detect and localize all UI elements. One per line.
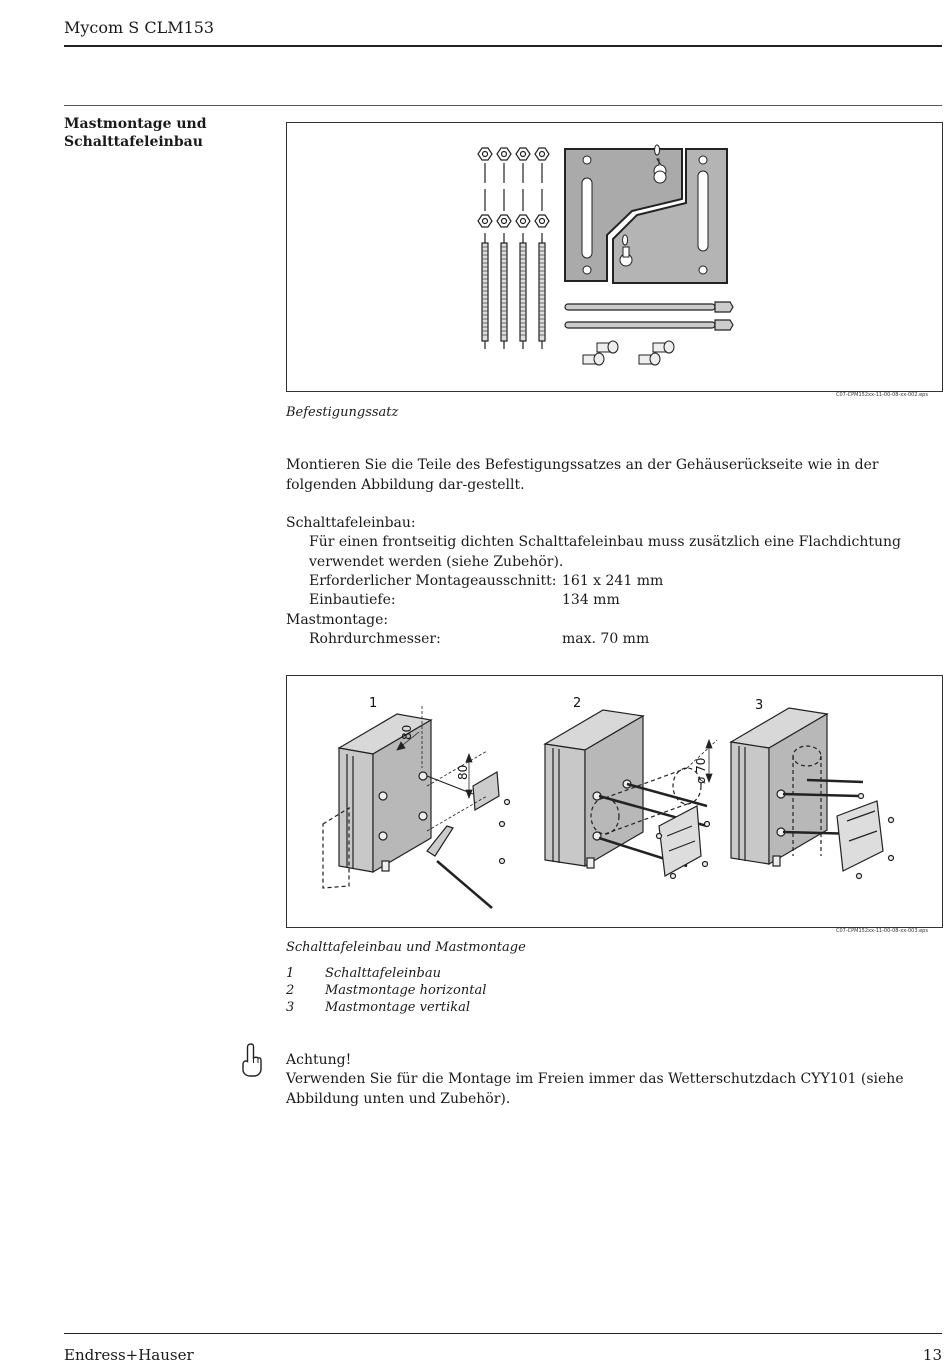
legend-row (286, 966, 586, 983)
housing-mast-horizontal (545, 710, 710, 879)
long-screws (565, 302, 733, 330)
panel-number-1: 1 (369, 696, 378, 711)
legend-label: Mastmontage horizontal (325, 983, 487, 998)
figure1-file-code: C07-CPM152xx-11-00-08-xx-002.eps (836, 392, 928, 398)
legend-number: 2 (286, 983, 295, 998)
housing-panel-mount (323, 714, 510, 908)
panel-heading: Schalttafeleinbau: (286, 515, 416, 531)
nut-row-top (478, 148, 549, 160)
panel-number-2: 2 (573, 696, 582, 711)
warning-text: Verwenden Sie für die Montage im Freien immer das Wetterschutzdach CYY101 (siehe Abbildung unten und Zubehör). (286, 1071, 904, 1107)
depth-label: Einbautiefe: (309, 592, 396, 608)
footer-brand: Endress+Hauser (64, 1346, 194, 1364)
footer-rule (64, 1333, 942, 1334)
threaded-rods (482, 243, 545, 341)
mounting-options-figure (286, 675, 943, 928)
mast-heading: Mastmontage: (286, 612, 389, 628)
legend-label: Schalttafeleinbau (325, 966, 441, 981)
small-screws (583, 341, 674, 365)
intro-paragraph: Montieren Sie die Teile des Befestigungssatzes an der Gehäuserückseite wie in der folgenden Abbildung dar-gestellt. (286, 457, 879, 493)
figure1-caption: Befestigungssatz (286, 405, 399, 420)
section-rule (64, 105, 942, 106)
figure2-file-code: C07-CPM152xx-11-00-08-xx-003.eps (836, 928, 928, 934)
panel-number-3: 3 (755, 698, 764, 713)
cutout-value: 161 x 241 mm (562, 573, 664, 589)
dimension-80-horizontal: 80 (400, 724, 414, 740)
legend-number: 3 (286, 1000, 295, 1015)
warning-title: Achtung! (286, 1052, 352, 1068)
legend-number: 1 (286, 966, 295, 981)
header-rule (64, 45, 942, 47)
legend-label: Mastmontage vertikal (325, 1000, 471, 1015)
figure2-caption: Schalttafeleinbau und Mastmontage (286, 940, 526, 955)
cutout-label: Erforderlicher Montageausschnitt: (309, 573, 557, 589)
figure2-legend (286, 966, 586, 1017)
dimension-diameter-70: ø 70 (694, 757, 708, 784)
housing-mast-vertical (731, 708, 894, 879)
panel-note: Für einen frontseitig dichten Schalttafeleinbau muss zusätzlich eine Flachdichtung verwendet werden (siehe Zubehör). (309, 534, 901, 570)
pointing-hand-icon (240, 1042, 264, 1082)
mounting-options-drawing (287, 676, 942, 927)
nut-row-second (478, 215, 549, 227)
dimension-80-vertical: 80 (456, 764, 470, 780)
section-title: Mastmontage und Schalttafeleinbau (64, 116, 207, 150)
legend-row (286, 1000, 586, 1017)
pipe-label: Rohrdurchmesser: (309, 631, 441, 647)
document-header-title: Mycom S CLM153 (64, 18, 215, 37)
pipe-value: max. 70 mm (562, 631, 650, 647)
depth-value: 134 mm (562, 592, 620, 608)
mounting-kit-figure (286, 122, 943, 392)
page-number: 13 (922, 1346, 942, 1364)
legend-row (286, 983, 586, 1000)
mounting-kit-drawing (287, 123, 942, 391)
